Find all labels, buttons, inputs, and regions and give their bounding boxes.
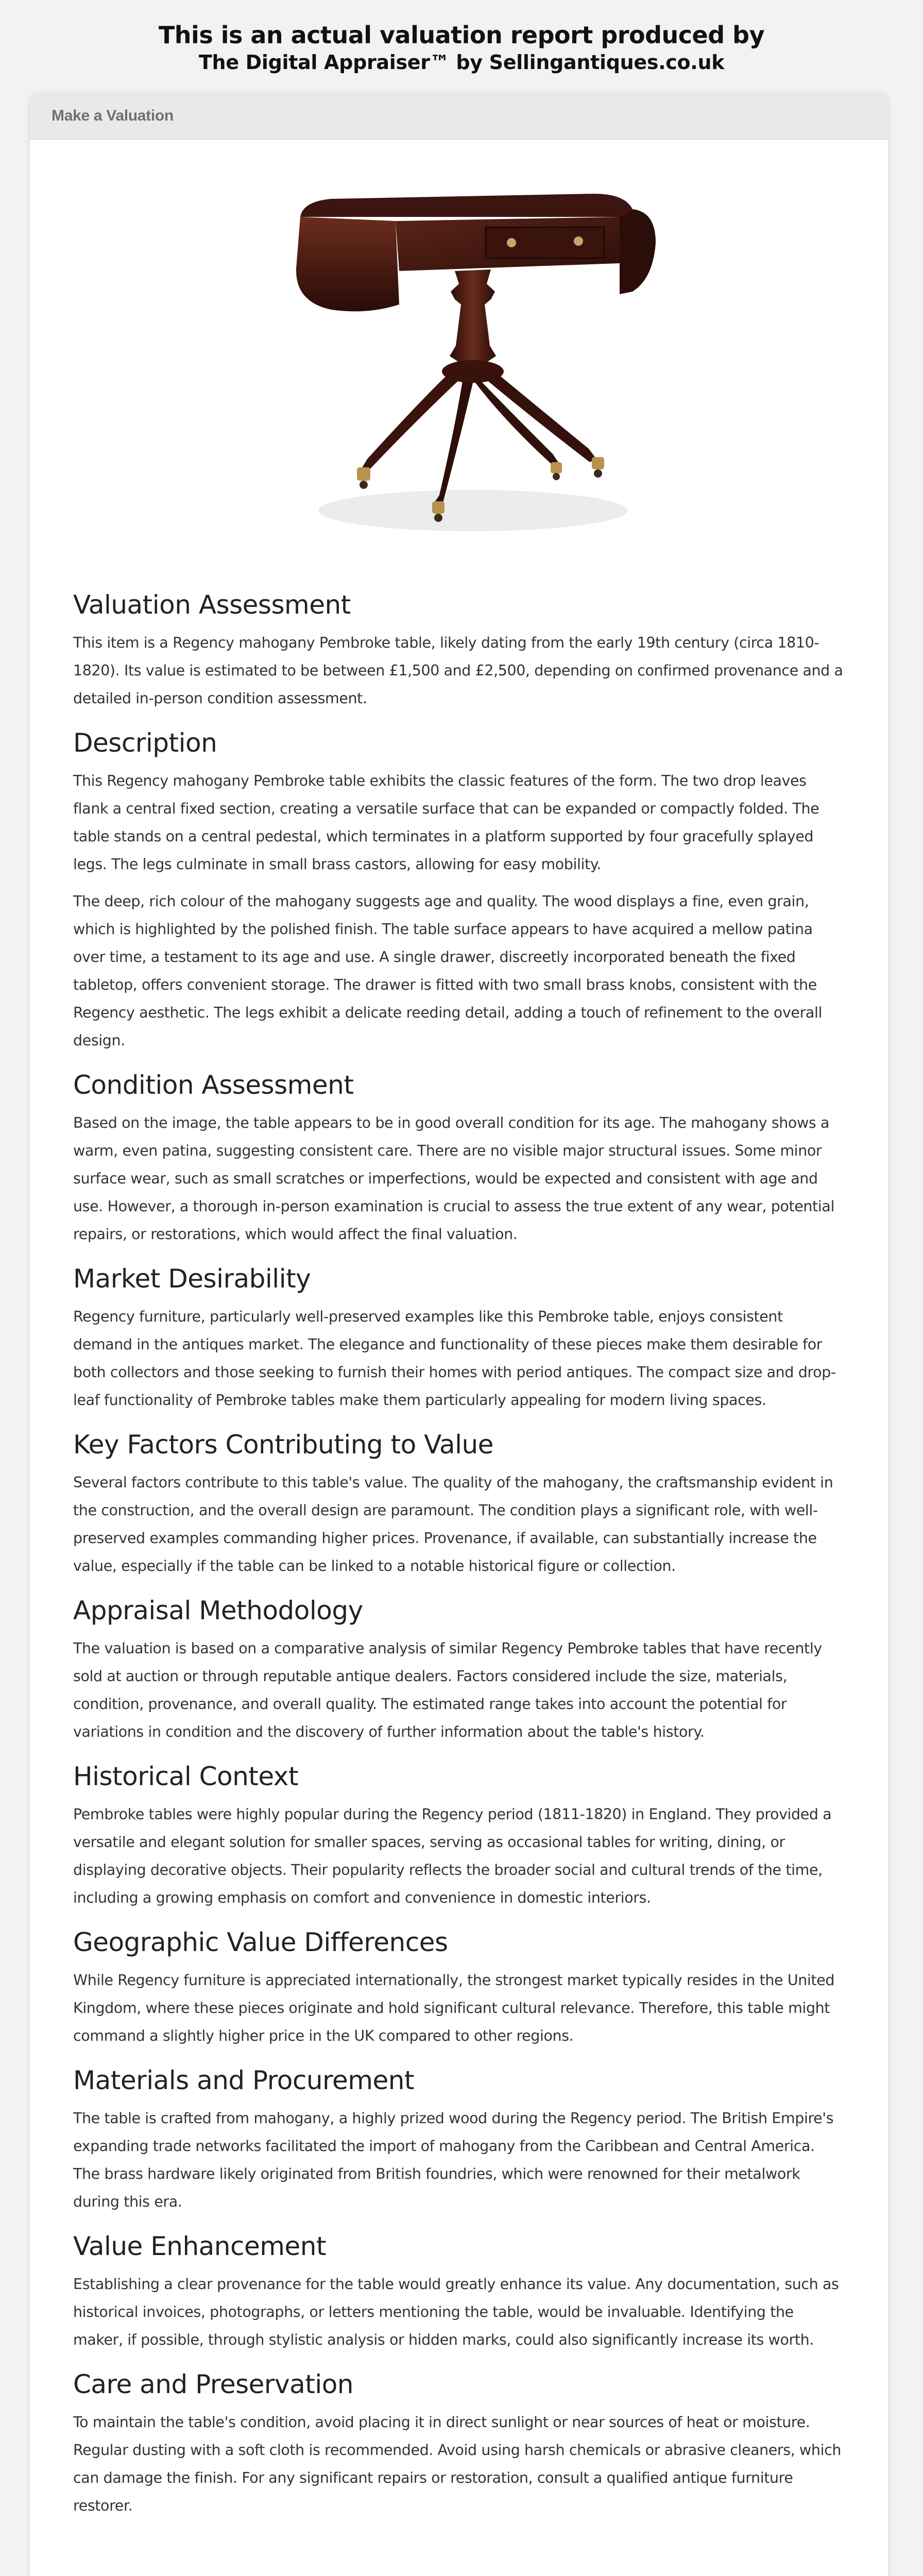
section-heading: Historical Context: [73, 1761, 298, 1791]
section-heading: Materials and Procurement: [73, 2065, 415, 2095]
section-paragraph: The deep, rich colour of the mahogany suggests age and quality. The wood displays a fine, even grain, which is highlighted by the polished finish. The table surface appears to have acquired a mellow patina over time, a testament to its age and use. A single drawer, discreetly incorporated beneath the fixed tabletop, offers convenient storage. The drawer is fitted with two small brass knobs, consistent with the Regency aesthetic. The legs exhibit a delicate reeding detail, adding a touch of refinement to the overall design.: [73, 893, 822, 1049]
section-valuation-assessment: [73, 588, 845, 713]
section-heading: Valuation Assessment: [73, 590, 351, 620]
section-paragraph: The valuation is based on a comparative analysis of similar Regency Pembroke tables that have recently sold at auction or through reputable antique dealers. Factors considered include the size, materials, condition, provenance, and overall quality. The estimated range takes into account the potential for variations in condition and the discovery of further information about the table's history.: [73, 1640, 822, 1740]
panel-header: [30, 93, 888, 140]
banner-subheading: The Digital Appraiser™ by Sellingantiques.co.uk: [198, 51, 725, 74]
item-image-container: [30, 140, 888, 588]
section-paragraph: The table is crafted from mahogany, a highly prized wood during the Regency period. The British Empire's expanding trade networks facilitated the import of mahogany from the Caribbean and Central America. The brass hardware likely originated from British foundries, which were renowned for their metalwork during this era.: [73, 2110, 834, 2210]
section-heading: Description: [73, 728, 217, 758]
section-paragraph: Several factors contribute to this table's value. The quality of the mahogany, the craftsmanship evident in the construction, and the overall design are paramount. The condition plays a significant role, with well-preserved examples commanding higher prices. Provenance, if available, can substantially increase the value, especially if the table can be linked to a notable historical figure or collection.: [73, 1474, 833, 1574]
section-description: [73, 726, 845, 1055]
report-banner: [0, 0, 923, 75]
report-content: [30, 588, 888, 2520]
valuation-panel: [30, 93, 888, 2576]
section-heading: Appraisal Methodology: [73, 1596, 363, 1625]
section-paragraph: Regency furniture, particularly well-preserved examples like this Pembroke table, enjoys consistent demand in the antiques market. The elegance and functionality of these pieces make them desirable for both collectors and those seeking to furnish their homes with period antiques. The compact size and drop-leaf functionality of Pembroke tables make them particularly appealing for modern living spaces.: [73, 1308, 836, 1409]
section-heading: Geographic Value Differences: [73, 1927, 448, 1957]
section-paragraph: Pembroke tables were highly popular during the Regency period (1811-1820) in England. They provided a versatile and elegant solution for smaller spaces, serving as occasional tables for writing, dining, or displaying decorative objects. Their popularity reflects the broader social and cultural trends of the time, including a growing emphasis on comfort and convenience in domestic interiors.: [73, 1806, 832, 1906]
section-heading: Market Desirability: [73, 1264, 311, 1294]
item-image: [264, 181, 681, 552]
section-paragraph: Based on the image, the table appears to be in good overall condition for its age. The mahogany shows a warm, even patina, suggesting consistent care. There are no visible major structural issues. Some minor surface wear, such as small scratches or imperfections, would be expected and consistent with age and use. However, a thorough in-person examination is crucial to assess the true extent of any wear, potential repairs, or restorations, which would affect the final valuation.: [73, 1114, 834, 1243]
section-market-desirability: [73, 1262, 845, 1414]
section-paragraph: While Regency furniture is appreciated internationally, the strongest market typically resides in the United Kingdom, where these pieces originate and hold significant cultural relevance. Therefore, this table might command a slightly higher price in the UK compared to other regions.: [73, 1972, 835, 2044]
section-value-enhancement: [73, 2229, 845, 2354]
section-paragraph: This item is a Regency mahogany Pembroke table, likely dating from the early 19th century (circa 1810-1820). Its value is estimated to be between £1,500 and £2,500, depending on confirmed provenance and a detailed in-person condition assessment.: [73, 634, 843, 707]
section-heading: Care and Preservation: [73, 2369, 353, 2399]
section-paragraph: To maintain the table's condition, avoid placing it in direct sunlight or near sources of heat or moisture. Regular dusting with a soft cloth is recommended. Avoid using harsh chemicals or abrasive cleaners, which can damage the finish. For any significant repairs or restoration, consult a qualified antique furniture restorer.: [73, 2414, 842, 2514]
section-condition-assessment: [73, 1068, 845, 1248]
section-key-factors: [73, 1428, 845, 1580]
banner-heading: This is an actual valuation report produced by: [158, 21, 765, 49]
panel-title: Make a Valuation: [52, 107, 174, 124]
section-materials-procurement: [73, 2063, 845, 2216]
section-appraisal-methodology: [73, 1594, 845, 1746]
section-heading: Value Enhancement: [73, 2231, 327, 2261]
section-heading: Condition Assessment: [73, 1070, 354, 1100]
section-geographic-value: [73, 1925, 845, 2050]
section-historical-context: [73, 1759, 845, 1912]
section-care-preservation: [73, 2367, 845, 2520]
section-paragraph: This Regency mahogany Pembroke table exhibits the classic features of the form. The two drop leaves flank a central fixed section, creating a versatile surface that can be expanded or compactly folded. The table stands on a central pedestal, which terminates in a platform supported by four gracefully splayed legs. The legs culminate in small brass castors, allowing for easy mobility.: [73, 772, 819, 873]
section-paragraph: Establishing a clear provenance for the table would greatly enhance its value. Any documentation, such as historical invoices, photographs, or letters mentioning the table, would be invaluable. Identifying the maker, if possible, through stylistic analysis or hidden marks, could also significantly increase its worth.: [73, 2276, 839, 2348]
section-heading: Key Factors Contributing to Value: [73, 1430, 493, 1460]
